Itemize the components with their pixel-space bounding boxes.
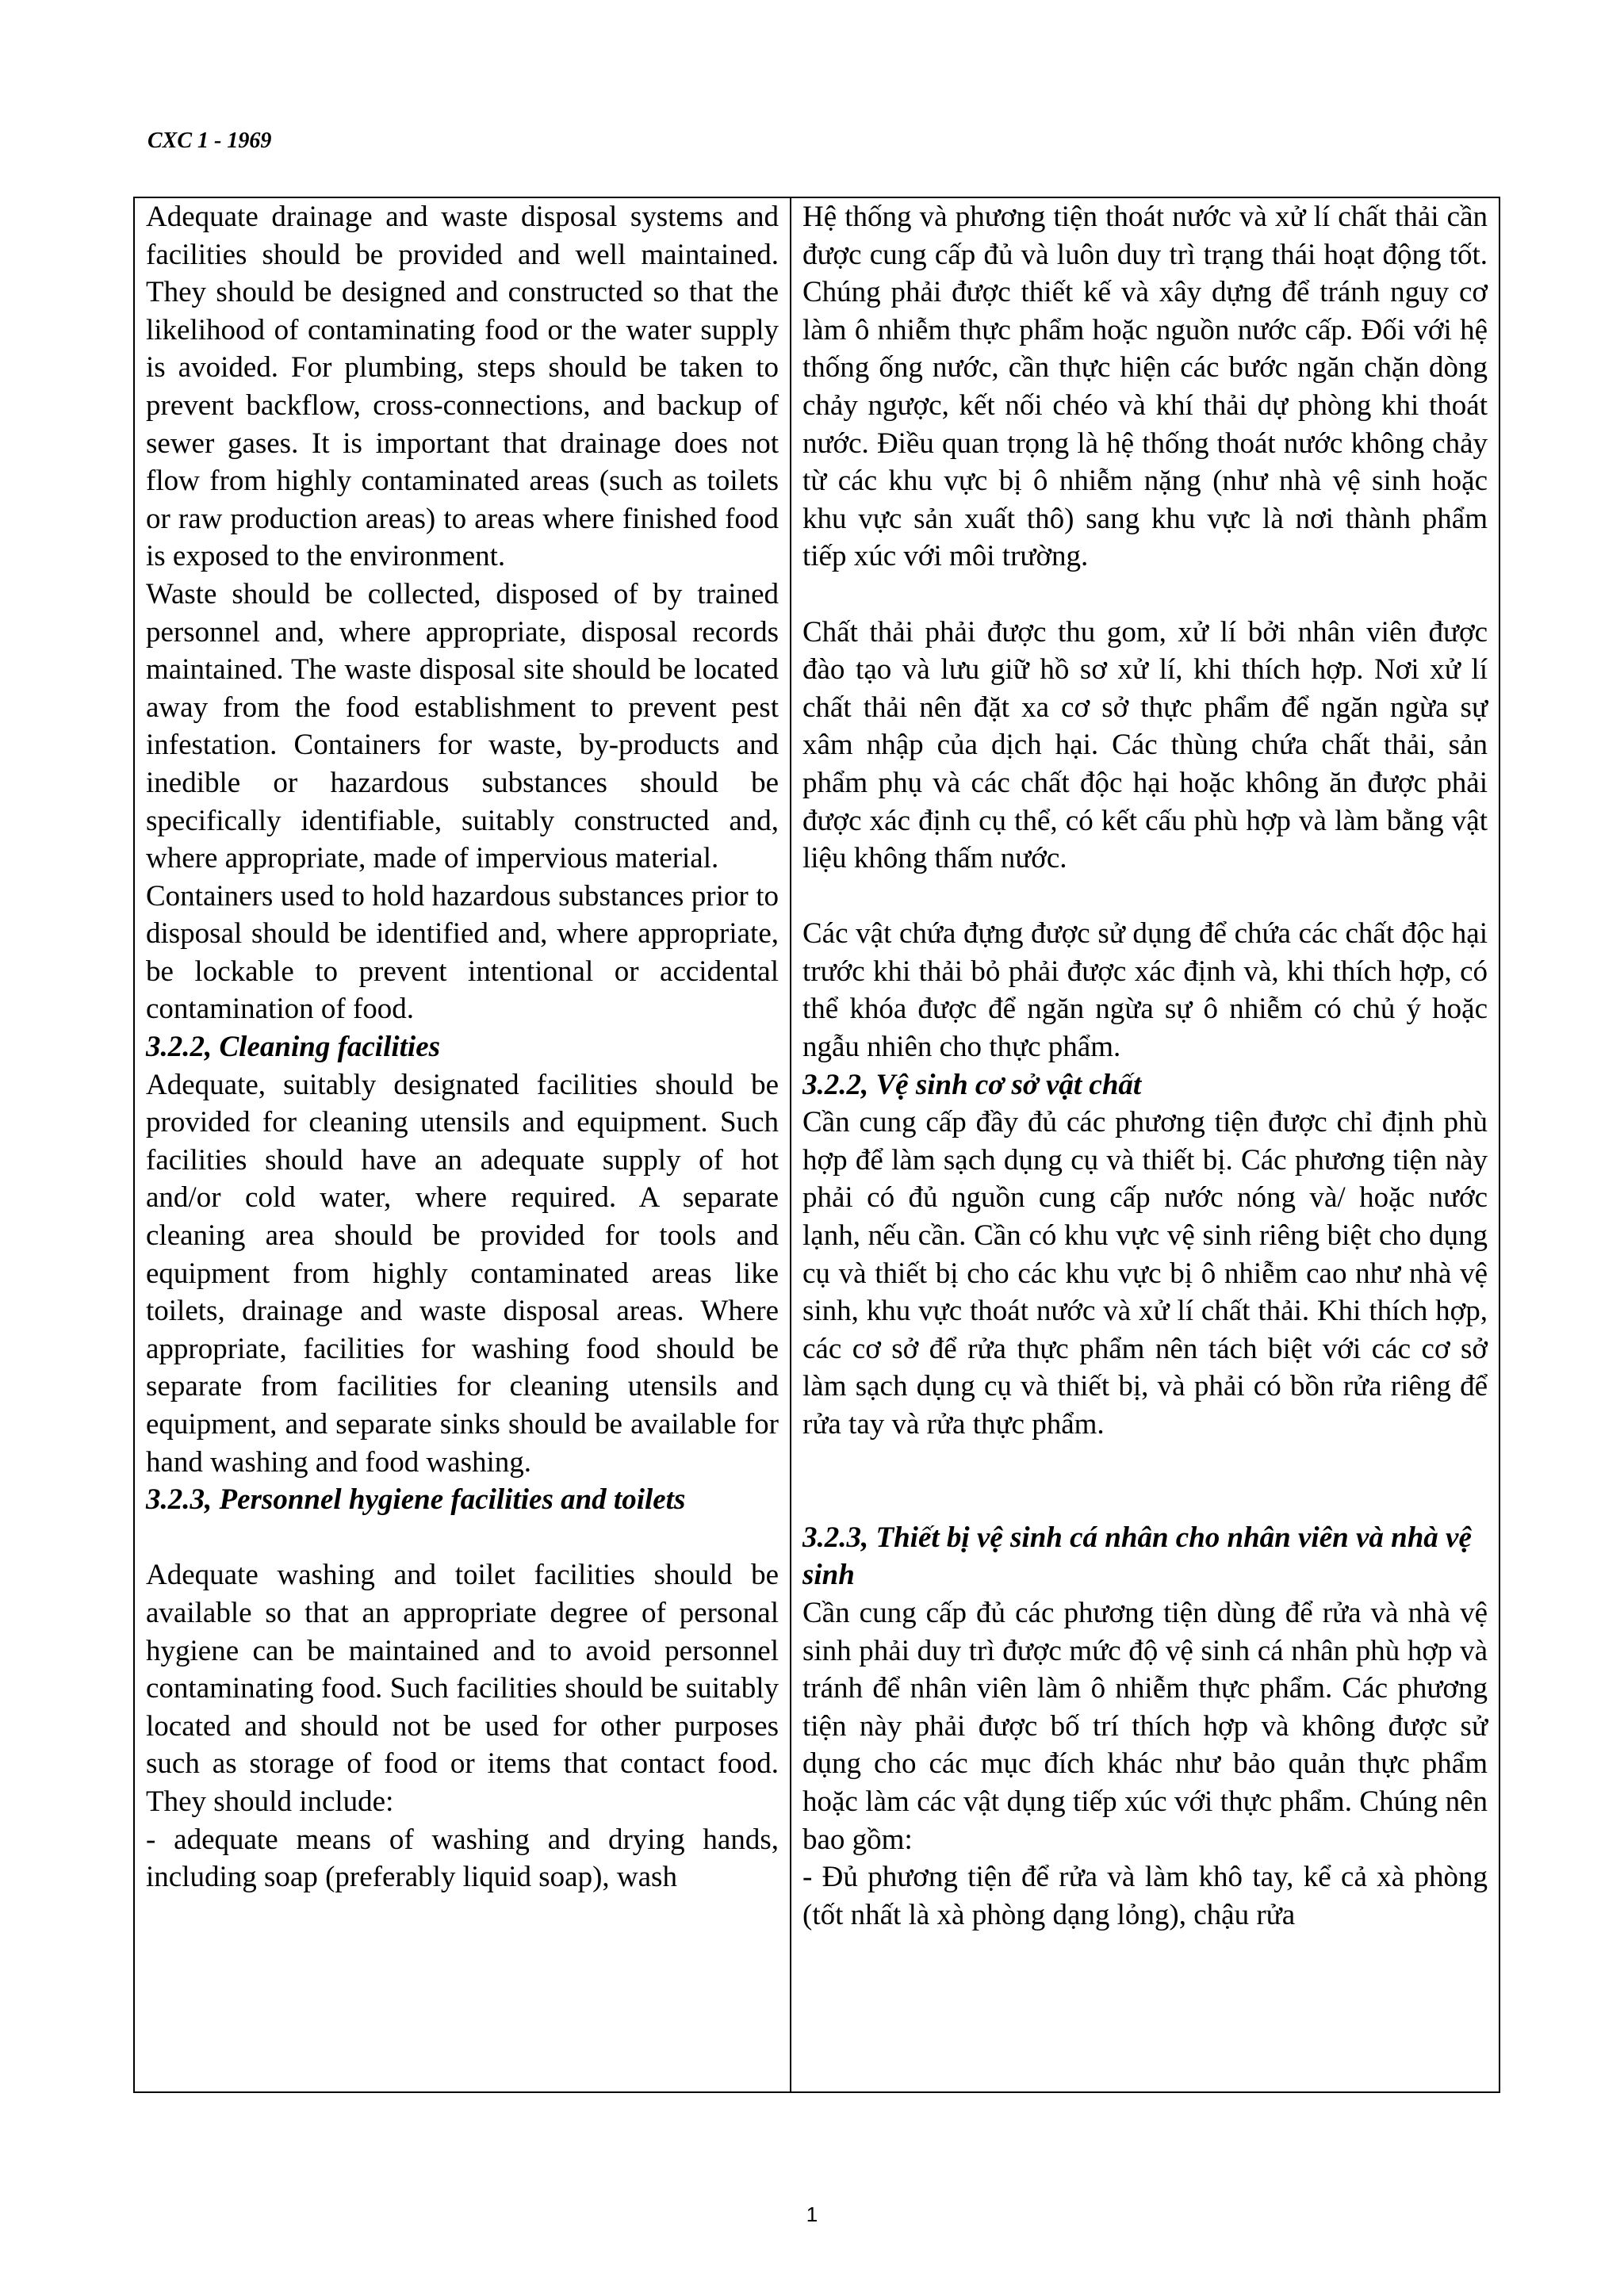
vi-cleaning-paragraph: Cần cung cấp đầy đủ các phương tiện được chỉ định phù hợp để làm sạch dụng cụ và thiết bị. Các phương tiện này phải có đủ nguồn cung cấp nước nóng và/ hoặc nước lạnh, nếu cần. Cần có khu vực vệ sinh riêng biệt cho dụng cụ và thiết bị cho các khu vực bị ô nhiễm cao như nhà vệ sinh, khu vực thoát nước và xử lí chất thải. Khi thích hợp, các cơ sở để rửa thực phẩm nên tách biệt với các cơ sở làm sạch dụng cụ và thiết bị, và phải có bồn rửa riêng để rửa tay và rửa thực phẩm. [802, 1106, 1488, 1441]
en-cleaning-paragraph: Adequate, suitably designated facilities should be provided for cleaning utensils and equipment. Such facilities should have an adequate supply of hot and/or cold water, where required. A separate cleaning area should be provided for tools and equipment from highly contaminated areas like toilets, drainage and waste disposal areas. Where appropriate, facilities for washing food should be separate from facilities for cleaning utensils and equipment, and separate sinks should be available for hand washing and food washing. [146, 1068, 779, 1479]
en-hygiene-item-1: - adequate means of washing and drying hands, including soap (preferably liquid soap), wash [146, 1823, 779, 1894]
vi-hygiene-item-1: - Đủ phương tiện để rửa và làm khô tay, kể cả xà phòng (tốt nhất là xà phòng dạng lỏng), chậu rửa [802, 1861, 1488, 1931]
page-number: 1 [806, 2202, 818, 2226]
vi-cleaning-heading: 3.2.2, Vệ sinh cơ sở vật chất [802, 1068, 1142, 1101]
en-hygiene-heading: 3.2.3, Personnel hygiene facilities and toilets [146, 1483, 686, 1517]
en-drainage-paragraph: Adequate drainage and waste disposal systems and facilities should be provided and well maintained. They should be designed and constructed so that the likelihood of contaminating food or the water supply is avoided. For plumbing, steps should be taken to prevent backflow, cross-connections, and backup of sewer gases. It is important that drainage does not flow from highly contaminated areas (such as toilets or raw production areas) to areas where finished food is exposed to the environment. [146, 201, 779, 573]
vi-hygiene-heading: 3.2.3, Thiết bị vệ sinh cá nhân cho nhân viên và nhà vệ sinh [802, 1521, 1472, 1592]
vi-containers-paragraph: Các vật chứa đựng được sử dụng để chứa các chất độc hại trước khi thải bỏ phải được xác định và, khi thích hợp, có thể khóa được để ngăn ngừa sự ô nhiễm có chủ ý hoặc ngẫu nhiên cho thực phẩm. [802, 917, 1488, 1064]
english-column [134, 197, 791, 2092]
vietnamese-column [791, 197, 1500, 2092]
en-hygiene-paragraph: Adequate washing and toilet facilities should be available so that an appropriate degree of personal hygiene can be maintained and to avoid personnel contaminating food. Such facilities should be suitably located and should not be used for other purposes such as storage of food or items that contact food. They should include: [146, 1559, 779, 1818]
en-cleaning-heading: 3.2.2, Cleaning facilities [146, 1031, 441, 1064]
vi-hygiene-paragraph: Cần cung cấp đủ các phương tiện dùng để rửa và nhà vệ sinh phải duy trì được mức độ vệ sinh cá nhân phù hợp và tránh để nhân viên làm ô nhiễm thực phẩm. Các phương tiện này phải được bố trí thích hợp và không được sử dụng cho các mục đích khác như bảo quản thực phẩm hoặc làm các vật dụng tiếp xúc với thực phẩm. Chúng nên bao gồm: [802, 1596, 1488, 1856]
vi-drainage-paragraph: Hệ thống và phương tiện thoát nước và xử lí chất thải cần được cung cấp đủ và luôn duy trì trạng thái hoạt động tốt. Chúng phải được thiết kế và xây dựng để tránh nguy cơ làm ô nhiễm thực phẩm hoặc nguồn nước cấp. Đối với hệ thống ống nước, cần thực hiện các bước ngăn chặn dòng chảy ngược, kết nối chéo và khí thải dự phòng khi thoát nước. Điều quan trọng là hệ thống thoát nước không chảy từ các khu vực bị ô nhiễm nặng (như nhà vệ sinh hoặc khu vực sản xuất thô) sang khu vực là nơi thành phẩm tiếp xúc với môi trường. [802, 201, 1488, 573]
document-code: CXC 1 - 1969 [147, 128, 272, 153]
vi-waste-paragraph: Chất thải phải được thu gom, xử lí bởi nhân viên được đào tạo và lưu giữ hồ sơ xử lí, khi thích hợp. Nơi xử lí chất thải nên đặt xa cơ sở thực phẩm để ngăn ngừa sự xâm nhập của dịch hại. Các thùng chứa chất thải, sản phẩm phụ và các chất độc hại hoặc không ăn được phải được xác định cụ thể, có kết cấu phù hợp và làm bằng vật liệu không thấm nước. [802, 615, 1488, 875]
en-waste-paragraph: Waste should be collected, disposed of by trained personnel and, where appropriate, disposal records maintained. The waste disposal site should be located away from the food establishment to prevent pest infestation. Containers for waste, by-products and inedible or hazardous substances should be specifically identifiable, suitably constructed and, where appropriate, made of impervious material. [146, 577, 779, 875]
bilingual-table [133, 197, 1500, 2093]
en-containers-paragraph: Containers used to hold hazardous substances prior to disposal should be identified and, where appropriate, be lockable to prevent intentional or accidental contamination of food. [146, 879, 779, 1026]
